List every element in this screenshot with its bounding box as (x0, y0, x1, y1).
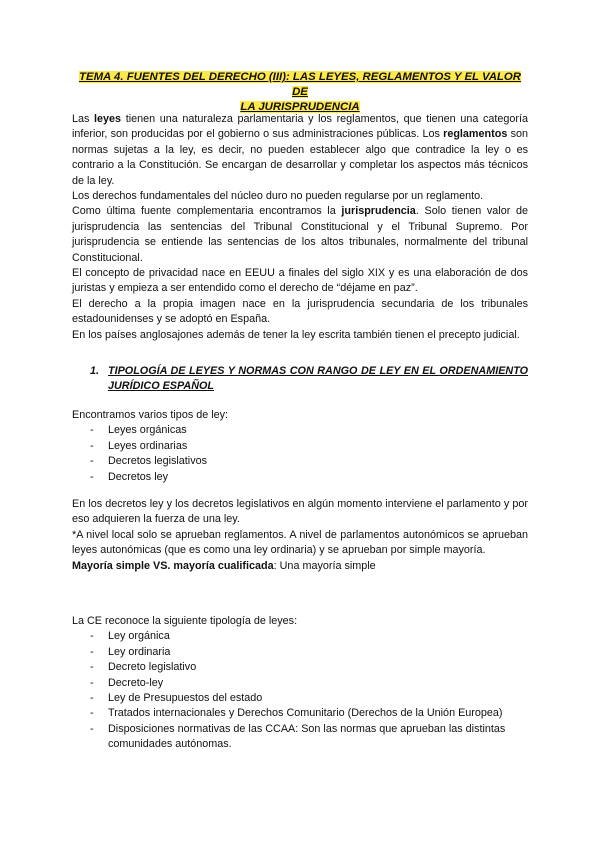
types-list (72, 423, 528, 485)
types-intro: Encontramos varios tipos de ley: (72, 409, 229, 421)
paragraph-leyes: Las leyes tienen una naturaleza parlamentaria y los reglamentos, que tienen una categoría inferior, son producidas por el gobierno o sus administraciones públicas. Los reglamentos son normas sujetas a la ley, es decir, no pueden establecer algo que contradice la ley o es contrario a la Constitución. Se encargan de desarrollar y completar los aspectos más técnicos de la ley. (72, 113, 528, 187)
title-line-1: TEMA 4. FUENTES DEL DERECHO (III): LAS LEYES, REGLAMENTOS Y EL VALOR DE (79, 71, 521, 98)
paragraph-jurisprudencia: Como última fuente complementaria encontramos la jurisprudencia. Solo tienen valor de jurisprudencia las sentencias del Tribunal Constitucional y el Tribunal Supremo. Por jurisprudencia se entiende las sentencias de los altos tribunales, normalmente del tribunal Constitucional. (72, 205, 529, 264)
list-item: - Tratados internacionales y Derechos Comunitario (Derechos de la Unión Europea) (90, 707, 503, 720)
list-item: - Decretos ley (90, 470, 169, 483)
term-mayoria: Mayoría simple VS. mayoría cualificada (72, 559, 274, 572)
paragraph-anglosajones: En los países anglosajones además de tener la ley escrita también tienen el precepto judicial. (72, 328, 520, 341)
list-item: - Decreto legislativo (90, 661, 197, 674)
section-title: TIPOLOGÍA DE LEYES Y NORMAS CON RANGO DE LEY EN EL ORDENAMIENTO JURÍDICO ESPAÑOL (108, 365, 528, 393)
list-item: - Decreto-ley (90, 676, 164, 689)
paragraph-decretos: En los decretos ley y los decretos legislativos en algún momento interviene el parlamento y por eso adquieren la fuerza de una ley. (72, 498, 528, 526)
paragraph-mayoria: Mayoría simple VS. mayoría cualificada: Una mayoría simple (72, 559, 376, 572)
paragraph-local: *A nivel local solo se aprueban reglamentos. A nivel de parlamentos autonómicos se aprueban leyes autonómicas (que es como una ley ordinaria) y se aprueban por simple mayoría. (72, 528, 528, 557)
ce-types-list (72, 629, 528, 752)
list-item: - Ley de Presupuestos del estado (90, 692, 263, 705)
section-1-heading (72, 364, 528, 395)
list-item: - Ley orgánica (90, 630, 170, 643)
intro-section (72, 112, 528, 343)
paragraph-derechos: Los derechos fundamentales del núcleo duro no pueden regularse por un reglamento. (72, 190, 484, 203)
types-block (72, 408, 528, 485)
list-item: - Ley ordinaria (90, 645, 171, 658)
list-item: - Disposiciones normativas de las CCAA: Son las normas que aprueban las distintas comunidades autónomas. (90, 722, 506, 751)
title-line-2: LA JURISPRUDENCIA (240, 101, 360, 113)
ce-block (72, 614, 528, 753)
term-leyes: leyes (94, 113, 122, 125)
list-item: - Leyes orgánicas (90, 424, 187, 437)
term-jurisprudencia: jurisprudencia (341, 205, 416, 218)
list-item: - Decretos legislativos (90, 455, 208, 468)
document-title (72, 70, 528, 115)
ce-intro: La CE reconoce la siguiente tipología de leyes: (72, 615, 298, 627)
term-reglamentos: reglamentos (443, 128, 508, 141)
notes-block (72, 497, 528, 574)
paragraph-imagen: El derecho a la propia imagen nace en la jurisprudencia secundaria de los tribunales estadounidenses y se adoptó en España. (72, 297, 528, 326)
list-item: - Leyes ordinarias (90, 439, 188, 452)
section-number: 1. (90, 365, 100, 377)
paragraph-privacidad: El concepto de privacidad nace en EEUU a finales del siglo XIX y es una elaboración de dos juristas y empieza a ser entendido como el derecho de “déjame en paz”. (72, 267, 528, 295)
